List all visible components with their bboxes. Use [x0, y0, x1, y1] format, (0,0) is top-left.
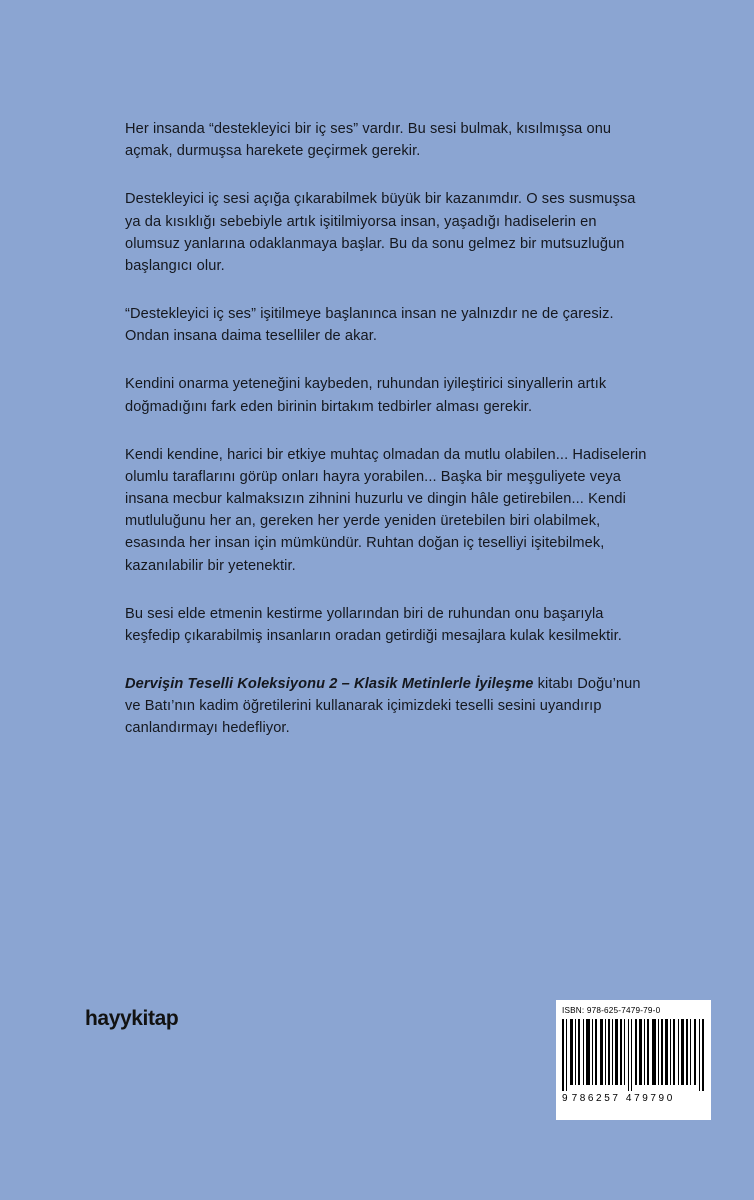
- publisher-logo: hayykitap: [85, 1007, 179, 1030]
- blurb-paragraph-book-reference: [125, 673, 655, 740]
- blurb-paragraph-3: “Destekleyici iç ses” işitilmeye başlanınca insan ne yalnızdır ne de çaresiz. Ondan insana daima teselliler de akar.: [125, 306, 614, 345]
- barcode-digit-main: 786257 479790: [571, 1093, 675, 1104]
- blurb-paragraph-4: Kendini onarma yeteneğini kaybeden, ruhundan iyileştirici sinyallerin artık doğmadığını fark eden birinin birtakım tedbirler alması gerekir.: [125, 376, 607, 415]
- barcode-digit-lead: 9: [562, 1093, 569, 1104]
- barcode-icon: [562, 1019, 705, 1091]
- blurb-paragraph-5: Kendi kendine, harici bir etkiye muhtaç olmadan da mutlu olabilen... Hadiselerin olumlu taraflarını görüp onları hayra yorabilen... Başka bir meşguliyete veya insana mecbur kalmaksızın zihnini huzurlu ve dingin hâle getirebilen... Kendi mutluluğunu her an, gereken her yerde yeniden üretebilen biri olabilmek, esasında her insan için mümkündür. Ruhtan doğan iç teselliyi işitebilmek, kazanılabilir bir yetenektir.: [125, 446, 647, 574]
- blurb-paragraph-2: Destekleyici iç sesi açığa çıkarabilmek büyük bir kazanımdır. O ses susmuşsa ya da kısıklığı sebebiyle artık işitilmiyorsa insan, yaşadığı hadiselerin en olumsuz yanlarına odaklanmaya başlar. Bu da sonu gelmez bir mutsuzluğun başlangıcı olur.: [125, 191, 636, 274]
- isbn-label: ISBN: 978-625-7479-79-0: [562, 1006, 661, 1015]
- blurb-text-block: [125, 118, 655, 740]
- blurb-paragraph-1: Her insanda “destekleyici bir iç ses” vardır. Bu sesi bulmak, kısılmışsa onu açmak, durmuşsa harekete geçirmek gerekir.: [125, 121, 612, 160]
- book-title-run: Dervişin Teselli Koleksiyonu 2 – Klasik Metinlerle İyileşme: [125, 676, 534, 693]
- barcode-block: [556, 1000, 711, 1120]
- blurb-paragraph-6: Bu sesi elde etmenin kestirme yollarından biri de ruhundan onu başarıyla keşfedip çıkarabilmiş insanların oradan getirdiği mesajlara kulak kesilmektir.: [125, 605, 622, 644]
- barcode-digits: [562, 1093, 705, 1104]
- book-reference-rest: kitabı Doğu’nun ve Batı’nın kadim öğretilerini kullanarak içimizdeki teselli sesini uyandırıp canlandırmayı hedefliyor.: [125, 676, 641, 737]
